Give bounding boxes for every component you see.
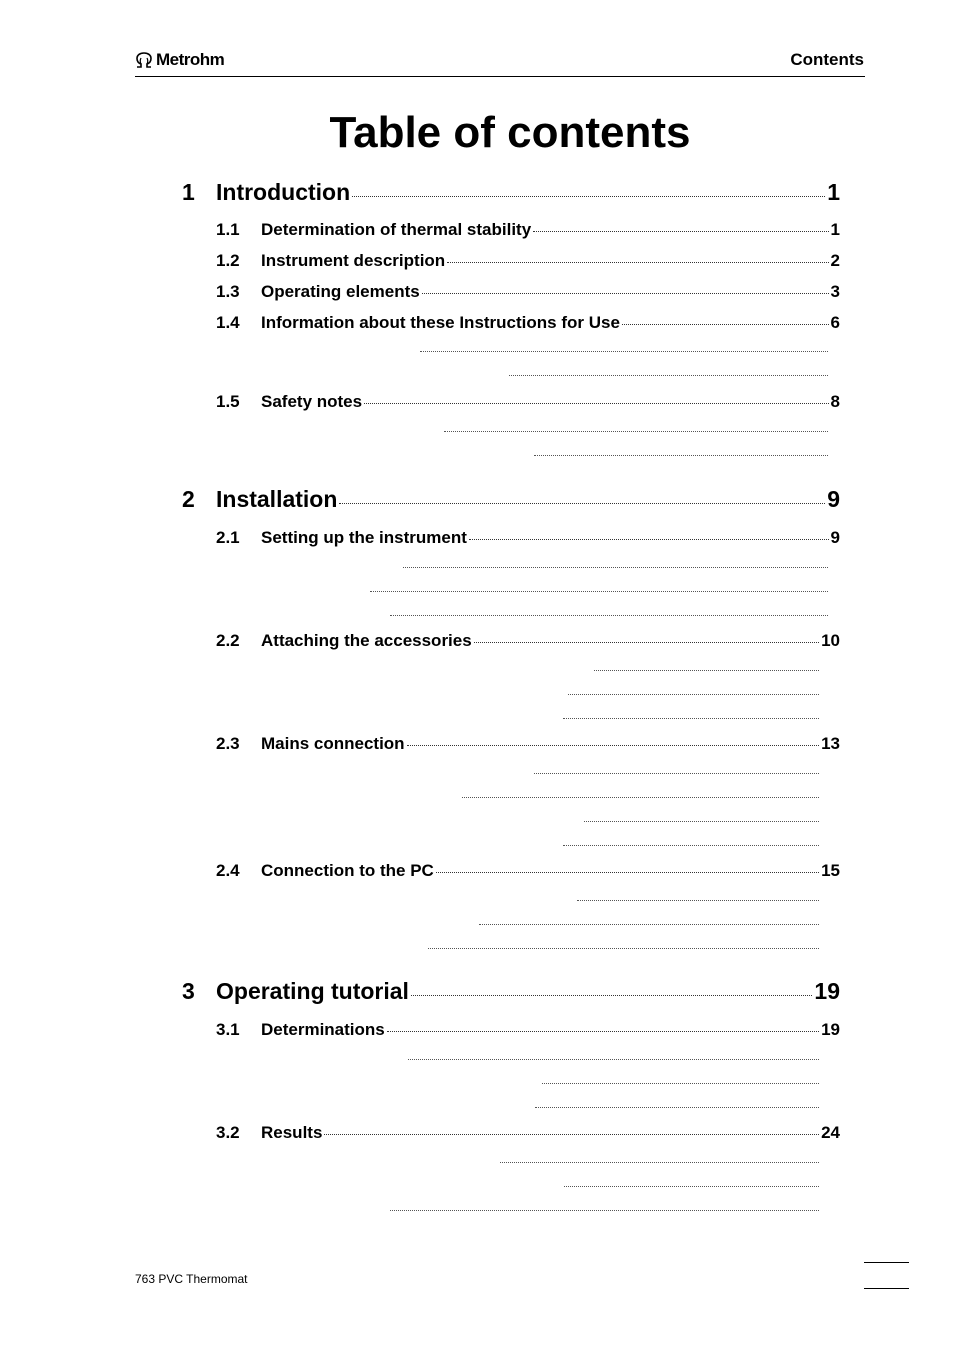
toc-section-1-5[interactable] bbox=[216, 392, 840, 412]
toc-subentry-leader bbox=[534, 454, 828, 456]
section-number: 1.3 bbox=[216, 282, 240, 301]
toc-subentry-leader bbox=[462, 796, 819, 798]
chapter-number: 1 bbox=[182, 179, 195, 205]
section-page: 24 bbox=[821, 1123, 840, 1142]
section-page: 6 bbox=[830, 313, 840, 332]
toc-subentry-leader bbox=[390, 614, 828, 616]
toc-subentry-leader bbox=[535, 1106, 819, 1108]
section-title: Attaching the accessories bbox=[261, 631, 472, 650]
section-title: Information about these Instructions for Use bbox=[261, 313, 620, 332]
toc-subentry-leader bbox=[534, 772, 819, 774]
toc-chapter-3[interactable] bbox=[182, 978, 840, 1005]
leader-dots bbox=[447, 262, 828, 263]
footer-product-name: 763 PVC Thermomat bbox=[135, 1272, 248, 1286]
section-number: 1.5 bbox=[216, 392, 240, 411]
toc-section-2-3[interactable] bbox=[216, 734, 840, 754]
leader-dots bbox=[339, 503, 825, 504]
toc-subentry-leader bbox=[408, 1058, 819, 1060]
toc-subentry-leader bbox=[403, 566, 828, 568]
brand-logo bbox=[135, 50, 224, 70]
toc-subentry-leader bbox=[577, 899, 819, 901]
toc-section-1-1[interactable] bbox=[216, 220, 840, 240]
header-divider bbox=[135, 76, 865, 77]
section-page: 8 bbox=[830, 392, 840, 411]
toc-section-2-2[interactable] bbox=[216, 631, 840, 651]
chapter-title: Introduction bbox=[216, 179, 351, 205]
leader-dots bbox=[436, 872, 819, 873]
section-page: 19 bbox=[821, 1020, 840, 1039]
leader-dots bbox=[533, 231, 828, 232]
toc-chapter-2[interactable] bbox=[182, 486, 840, 513]
toc-section-1-4[interactable] bbox=[216, 313, 840, 333]
chapter-title: Operating tutorial bbox=[216, 978, 409, 1004]
section-title: Instrument description bbox=[261, 251, 446, 270]
page-number-rule-top bbox=[864, 1262, 909, 1263]
toc-subentry-leader bbox=[479, 923, 819, 925]
section-number: 1.1 bbox=[216, 220, 240, 239]
toc-subentry-leader bbox=[444, 430, 828, 432]
section-page: 2 bbox=[830, 251, 840, 270]
chapter-page: 1 bbox=[827, 179, 840, 205]
toc-subentry-leader bbox=[509, 374, 828, 376]
toc-subentry-leader bbox=[568, 693, 819, 695]
omega-logo-icon bbox=[135, 52, 153, 68]
toc-subentry-leader bbox=[563, 844, 819, 846]
section-title: Mains connection bbox=[261, 734, 405, 753]
section-page: 9 bbox=[830, 528, 840, 547]
toc-section-1-2[interactable] bbox=[216, 251, 840, 271]
chapter-number: 2 bbox=[182, 486, 195, 512]
section-number: 2.4 bbox=[216, 861, 240, 880]
toc-subentry-leader bbox=[584, 820, 819, 822]
toc-subentry-leader bbox=[370, 590, 828, 592]
section-title: Results bbox=[261, 1123, 323, 1142]
leader-dots bbox=[387, 1031, 819, 1032]
chapter-number: 3 bbox=[182, 978, 195, 1004]
leader-dots bbox=[474, 642, 819, 643]
toc-subentry-leader bbox=[563, 717, 819, 719]
leader-dots bbox=[352, 196, 825, 197]
section-page: 13 bbox=[821, 734, 840, 753]
section-title: Connection to the PC bbox=[261, 861, 434, 880]
brand-name: Metrohm bbox=[156, 50, 225, 69]
section-title: Determinations bbox=[261, 1020, 385, 1039]
section-page: 3 bbox=[830, 282, 840, 301]
toc-section-2-4[interactable] bbox=[216, 861, 840, 881]
toc-subentry-leader bbox=[594, 669, 819, 671]
section-page: 1 bbox=[830, 220, 840, 239]
leader-dots bbox=[411, 995, 812, 996]
section-number: 2.2 bbox=[216, 631, 240, 650]
toc-section-3-1[interactable] bbox=[216, 1020, 840, 1040]
leader-dots bbox=[422, 293, 829, 294]
toc-chapter-1[interactable] bbox=[182, 179, 840, 206]
page-number-rule-bottom bbox=[864, 1288, 909, 1289]
leader-dots bbox=[407, 745, 820, 746]
section-number: 2.1 bbox=[216, 528, 240, 547]
section-page: 15 bbox=[821, 861, 840, 880]
section-title: Determination of thermal stability bbox=[261, 220, 532, 239]
leader-dots bbox=[469, 539, 829, 540]
section-title: Operating elements bbox=[261, 282, 420, 301]
leader-dots bbox=[622, 324, 829, 325]
chapter-page: 19 bbox=[814, 978, 840, 1004]
section-number: 1.2 bbox=[216, 251, 240, 270]
page-title: Table of contents bbox=[329, 108, 691, 157]
section-number: 1.4 bbox=[216, 313, 240, 332]
toc-subentry-leader bbox=[420, 350, 828, 352]
toc-subentry-leader bbox=[428, 947, 819, 949]
chapter-page: 9 bbox=[827, 486, 840, 512]
section-page: 10 bbox=[821, 631, 840, 650]
header-section-label: Contents bbox=[790, 50, 864, 69]
toc-subentry-leader bbox=[500, 1161, 819, 1163]
toc-section-3-2[interactable] bbox=[216, 1123, 840, 1143]
section-title: Safety notes bbox=[261, 392, 363, 411]
toc-subentry-leader bbox=[564, 1185, 819, 1187]
chapter-title: Installation bbox=[216, 486, 338, 512]
toc-section-1-3[interactable] bbox=[216, 282, 840, 302]
leader-dots bbox=[364, 403, 828, 404]
section-number: 2.3 bbox=[216, 734, 240, 753]
section-title: Setting up the instrument bbox=[261, 528, 467, 547]
section-number: 3.1 bbox=[216, 1020, 240, 1039]
toc-subentry-leader bbox=[542, 1082, 819, 1084]
toc-section-2-1[interactable] bbox=[216, 528, 840, 548]
leader-dots bbox=[324, 1134, 819, 1135]
section-number: 3.2 bbox=[216, 1123, 240, 1142]
toc-subentry-leader bbox=[390, 1209, 819, 1211]
